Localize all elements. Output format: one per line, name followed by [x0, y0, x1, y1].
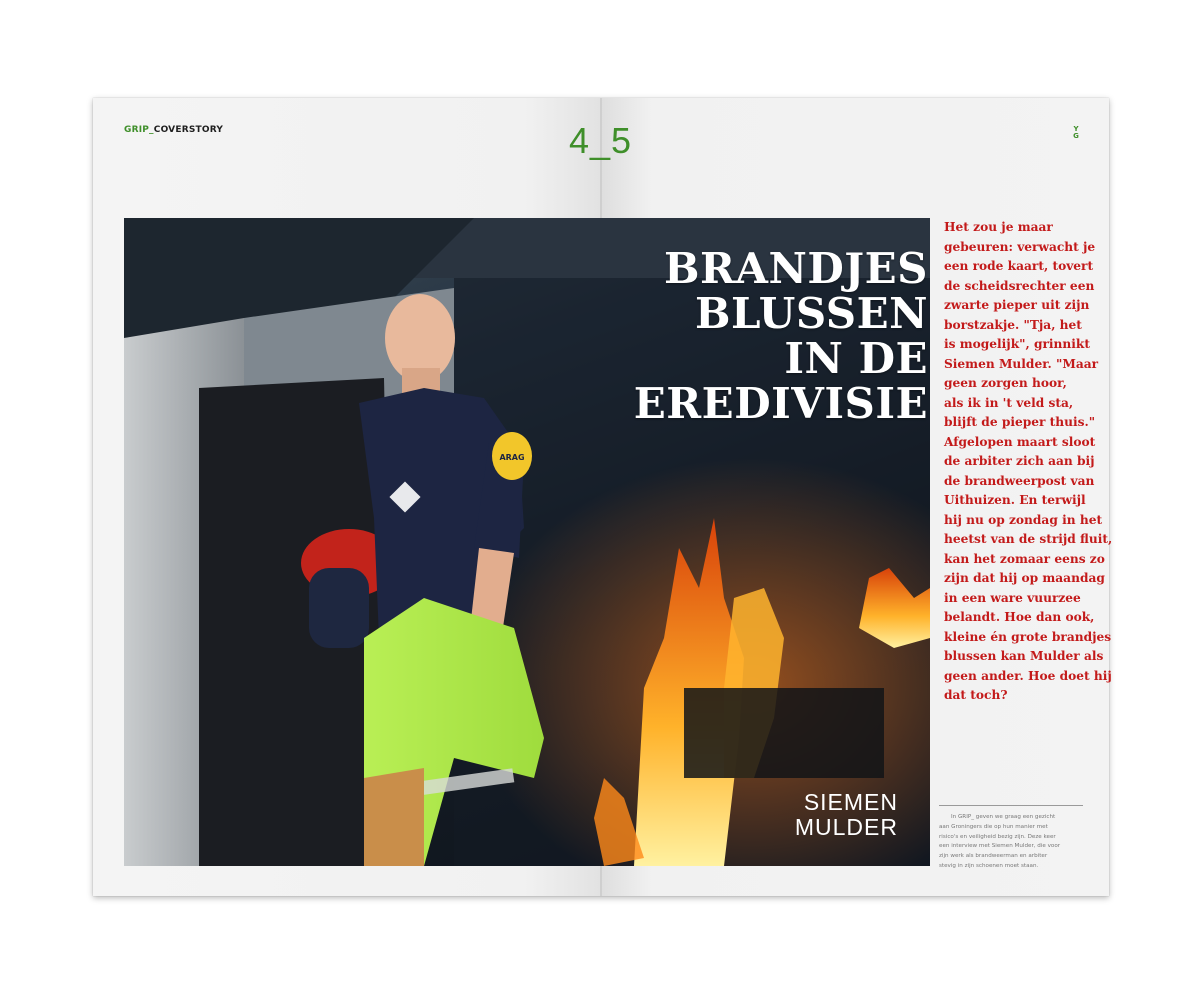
intro-line: belandt. Hoe dan ook, [944, 610, 1095, 624]
intro-line: zwarte pieper uit zijn [944, 298, 1090, 312]
intro-line: geen zorgen hoor, [944, 376, 1067, 390]
caption-divider [939, 805, 1083, 806]
subject-name [795, 790, 898, 840]
intro-line: als ik in 't veld sta, [944, 395, 1074, 410]
cover-photo [124, 218, 930, 866]
arag-badge-text: ARAG [499, 453, 525, 462]
intro-line: geen ander. Hoe doet hij [944, 668, 1112, 683]
intro-line: Afgelopen maart sloot [944, 434, 1096, 449]
headline-line: IN DE [784, 334, 928, 383]
intro-line: blijft de pieper thuis." [944, 415, 1096, 429]
intro-line: gebeuren: verwacht je [944, 239, 1096, 254]
intro-line: de brandweerpost van [944, 473, 1095, 488]
grip-logo [1071, 126, 1081, 140]
intro-line: borstzakje. "Tja, het [944, 317, 1082, 332]
name-line: MULDER [794, 814, 898, 840]
caption-line: aan Groningers die op hun manier met [939, 823, 1048, 830]
intro-line: de scheidsrechter een [944, 278, 1095, 293]
intro-line: Het zou je maar [944, 220, 1053, 234]
intro-line: dat toch? [944, 688, 1008, 702]
intro-line: zijn dat hij op maandag [944, 571, 1105, 585]
intro-line: een rode kaart, tovert [944, 259, 1094, 273]
intro-line: Siemen Mulder. "Maar [944, 356, 1099, 371]
brand-label: GRIP_ [124, 125, 154, 135]
intro-paragraph [944, 218, 1113, 706]
caption-line: risico's en veiligheid bezig zijn. Deze keer [939, 833, 1056, 840]
intro-line: hij nu op zondag in het [944, 512, 1103, 527]
intro-line: de arbiter zich aan bij [944, 454, 1095, 468]
caption-line: zijn werk als brandweerman en arbiter [939, 853, 1048, 860]
headline-line: BLUSSEN [694, 289, 928, 338]
caption-line: stevig in zijn schoenen moet staan. [939, 862, 1039, 869]
headline-line: BRANDJES [663, 244, 928, 293]
magazine-spread [93, 98, 1113, 896]
headline [634, 246, 928, 426]
burning-car [684, 688, 884, 778]
headline-line: EREDIVISIE [633, 379, 928, 428]
intro-line: in een ware vuurzee [944, 590, 1081, 605]
pants-lower [364, 768, 424, 866]
section-label: COVERSTORY [153, 125, 224, 135]
page-number: 4_5 [569, 120, 633, 161]
intro-line: kan het zomaar eens zo [944, 551, 1105, 566]
intro-line: Uithuizen. En terwijl [944, 493, 1086, 507]
caption-line: In GRIP_ geven we graag een gezicht [951, 814, 1056, 820]
section-header [124, 125, 223, 135]
intro-line: kleine én grote brandjes [944, 629, 1112, 644]
caption-line: een interview met Siemen Mulder, die voor [939, 843, 1061, 850]
name-line: SIEMEN [803, 789, 898, 815]
intro-line: is mogelijk", grinnikt [944, 337, 1090, 351]
helmet-flap [309, 568, 369, 648]
intro-line: blussen kan Mulder als [944, 649, 1104, 663]
logo-letter: G [1073, 132, 1079, 140]
intro-line: heetst van de strijd fluit, [944, 532, 1113, 546]
logo-letter: Y [1073, 125, 1079, 133]
photo-caption [939, 813, 1089, 872]
